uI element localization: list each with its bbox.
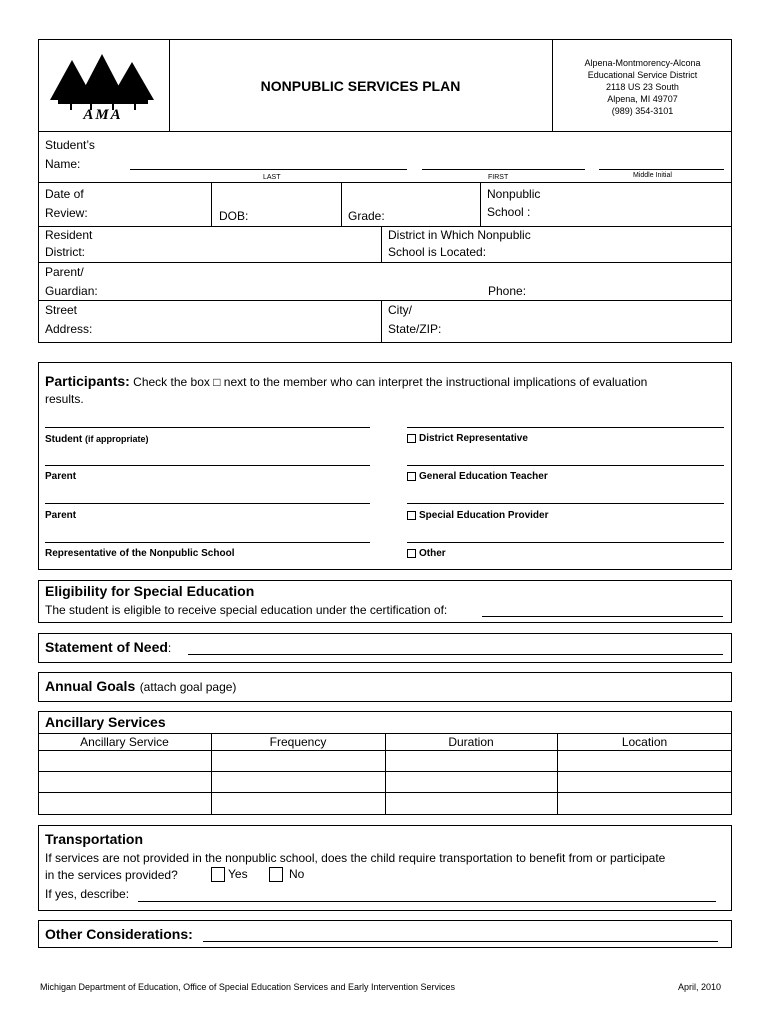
gen-ed-teacher-signature-line[interactable] [407,465,724,466]
need-heading: Statement of Need: [45,639,172,655]
date-of-review-label: Date of Review: [45,187,88,220]
participant-nonpublic-rep: Representative of the Nonpublic School [45,548,235,559]
participant-parent-2: Parent [45,510,77,521]
no-checkbox[interactable] [269,867,283,882]
student-signature-line[interactable] [45,427,370,428]
no-option[interactable]: No [269,867,304,882]
footer-date: April, 2010 [678,982,722,992]
nonpublic-school-label: Nonpublic School : [487,187,541,219]
parent-1-signature-line[interactable] [45,465,370,466]
page-title: NONPUBLIC SERVICES PLAN [260,78,461,94]
table-row[interactable] [39,772,731,792]
col-ancillary-service: Ancillary Service [80,735,169,749]
eligibility-text: The student is eligible to receive special education under the certification of: [45,603,448,617]
phone-label: Phone: [488,284,527,298]
grade-label: Grade: [348,209,385,223]
first-label: FIRST [488,174,509,181]
middle-initial-field[interactable] [599,169,724,170]
dob-label: DOB: [219,209,249,223]
transportation-heading: Transportation [45,831,144,847]
student-name-label: Student’s Name: [45,138,95,171]
participants-heading: Participants: [45,373,130,389]
other-field[interactable] [203,941,718,942]
describe-label: If yes, describe: [45,887,130,901]
street-address-label: Street Address: [45,303,93,336]
parent-guardian-label: Parent/ Guardian: [45,265,98,298]
sped-provider-signature-line[interactable] [407,503,724,504]
describe-field[interactable] [138,901,716,902]
col-frequency: Frequency [269,735,327,749]
org-address: Alpena-Montmorency-Alcona Educational Service District 2118 US 23 South Alpena, MI 49707 (989) 354-3101 [584,58,701,116]
middle-label: Middle Initial [633,172,672,179]
city-state-zip-label: City/ State/ZIP: [388,303,442,336]
last-label: LAST [263,174,281,181]
yes-checkbox[interactable] [211,867,225,882]
transportation-question-2: in the services provided? [45,868,178,882]
eligibility-heading: Eligibility for Special Education [45,583,255,599]
logo-text: AMA [83,107,123,123]
other-signature-line[interactable] [407,542,724,543]
last-name-field[interactable] [130,169,407,170]
ancillary-heading: Ancillary Services [45,714,166,730]
certification-field[interactable] [482,616,723,617]
other-checkbox[interactable] [407,549,416,558]
nonpublic-rep-signature-line[interactable] [45,542,370,543]
participant-district-rep: District Representative [407,433,528,445]
participant-other: Other [407,548,446,560]
gen-ed-teacher-checkbox[interactable] [407,472,416,481]
student-info-box [38,132,732,343]
transportation-question: If services are not provided in the nonpublic school, does the child require transportation to benefit from or participate [45,851,666,865]
participants-instruction: Participants: Check the box □ next to the member who can interpret the instructional implications of evaluation results. [45,373,648,406]
footer-left: Michigan Department of Education, Office of Special Education Services and Early Intervention Services [40,982,456,992]
col-duration: Duration [448,735,494,749]
sped-provider-checkbox[interactable] [407,511,416,520]
resident-district-label: Resident District: [45,228,93,259]
other-heading: Other Considerations: [45,926,193,942]
ama-logo [50,52,154,124]
participant-gen-ed-teacher: General Education Teacher [407,471,548,483]
parent-2-signature-line[interactable] [45,503,370,504]
district-rep-checkbox[interactable] [407,434,416,443]
participant-student: Student (if appropriate) [45,434,149,445]
table-row[interactable] [39,793,731,814]
yes-option[interactable]: Yes [211,867,248,882]
first-name-field[interactable] [422,169,585,170]
participant-parent-1: Parent [45,471,77,482]
goals-heading: Annual Goals (attach goal page) [45,678,237,694]
district-nonpublic-label: District in Which Nonpublic School is Located: [388,228,531,259]
participant-sped-provider: Special Education Provider [407,510,548,522]
need-field[interactable] [188,654,723,655]
col-location: Location [621,735,668,749]
table-row[interactable] [39,751,731,771]
district-rep-signature-line[interactable] [407,427,724,428]
